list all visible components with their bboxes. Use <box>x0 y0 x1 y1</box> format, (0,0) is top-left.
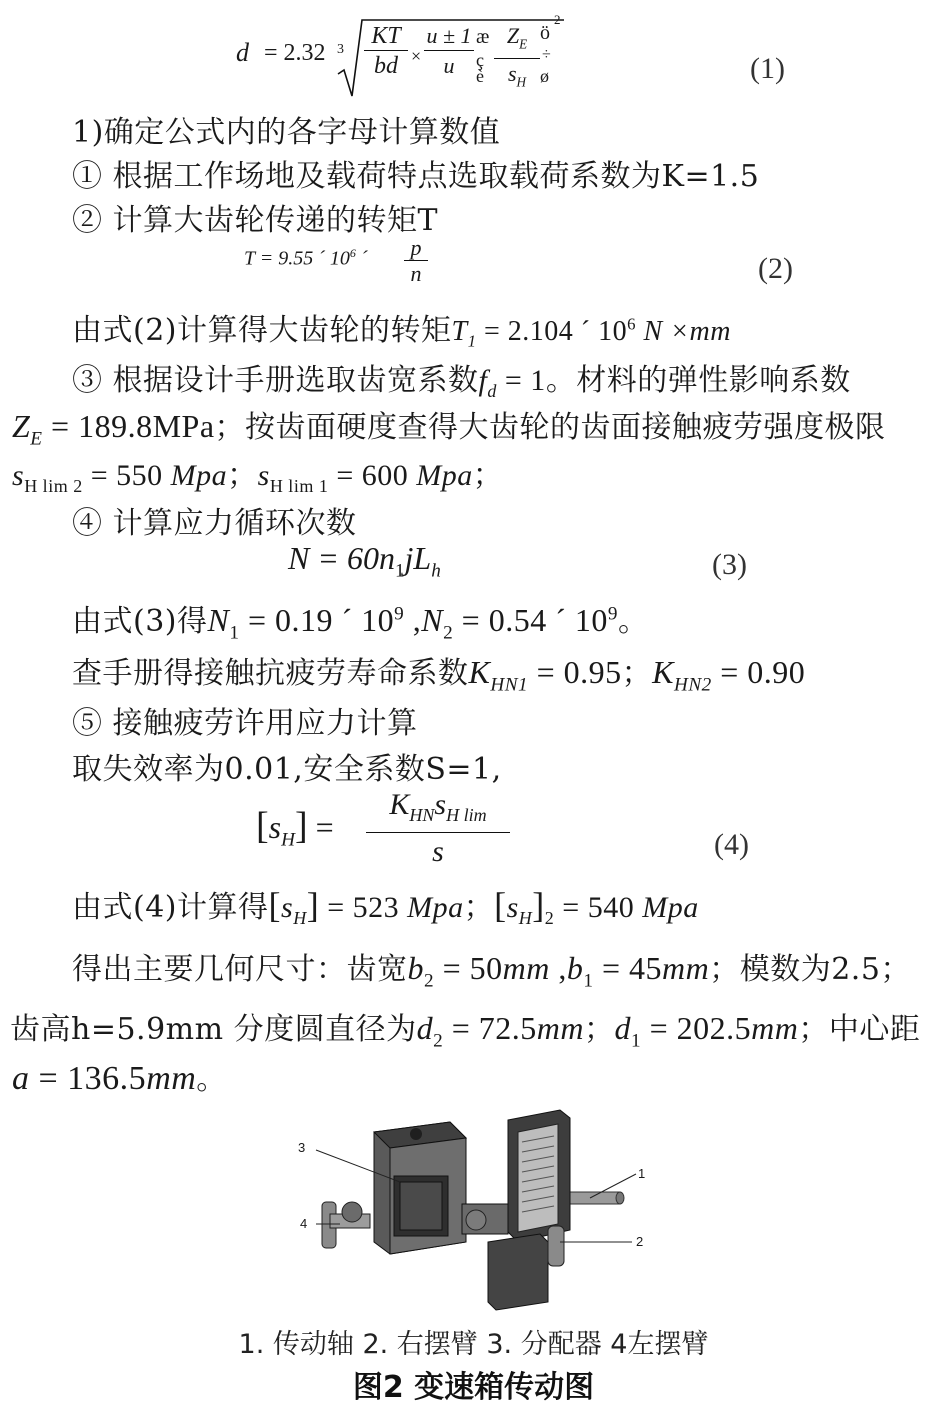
equation-2 <box>244 236 814 292</box>
eq-res-o2: [ <box>494 885 507 925</box>
eq2-text: T = 9.55 ´ 10 <box>244 247 350 270</box>
eq-k-v1: = 0.95 <box>528 654 622 690</box>
eq1-o-bot: ø <box>540 66 549 86</box>
eq4-num-k: K <box>389 788 410 821</box>
eq-n-e2: 9 <box>607 603 618 625</box>
eq4-s: s <box>268 809 282 845</box>
eq-n-v1: = 0.19 ´ 10 <box>239 602 395 638</box>
eq-t1-rhs: = 2.104 ´ 10 <box>476 316 628 347</box>
text-line-11: 查手册得接触抗疲劳寿命系数 <box>72 656 469 691</box>
eq-a-u: mm <box>146 1060 197 1097</box>
text-line-17-suffix: ；中心距 <box>798 1012 921 1047</box>
eq-sh-s2: s <box>257 459 270 492</box>
eq-t1-sub: 1 <box>467 331 477 351</box>
eq-t1-unit: N ×mm <box>635 316 731 347</box>
eq3-text: N = 60 <box>288 540 379 576</box>
eq1-exp: 2 <box>554 12 561 27</box>
text-line-1: 1)确定公式内的各字母计算数值 <box>72 115 501 150</box>
text-line-4: 由式(2)计算得大齿轮的转矩 <box>72 313 452 348</box>
eq-res-sub2: H <box>518 908 533 928</box>
eq-d-u2: mm <box>536 1010 584 1046</box>
eq4-den: s <box>432 835 444 868</box>
eq-t1-exp: 6 <box>627 314 636 334</box>
equation-1 <box>236 12 796 92</box>
eq-ze-rhs: = 189.8MPa <box>42 408 215 444</box>
eq4-open: [ <box>256 805 269 847</box>
eq1-div: ÷ <box>542 46 551 63</box>
eq-b-b1: b <box>566 950 584 986</box>
eq-k-sep: ； <box>621 656 653 691</box>
eq1-frac3-den: s <box>507 61 517 87</box>
callout-2: 2 <box>636 1234 644 1249</box>
eq-sh-u1: Mpa <box>162 459 228 492</box>
eq-n-sep: , <box>404 602 422 638</box>
eq-k-k1-sub: HN1 <box>490 674 529 696</box>
eq-a-sym: a <box>12 1060 30 1097</box>
eq1-number: (1) <box>750 52 785 85</box>
eq-d-u1: mm <box>751 1010 799 1046</box>
eq4-num-k-sub: HN <box>409 805 435 825</box>
eq-n-n2: N <box>421 602 444 638</box>
eq4-eq: = <box>307 809 334 845</box>
eq1-frac1-den: bd <box>374 53 398 79</box>
equation-3 <box>288 540 768 584</box>
text-line-16: 得出主要几何尺寸：齿宽 <box>72 952 408 987</box>
eq3-rest: jL <box>404 540 432 576</box>
eq-d-d2: d <box>416 1010 434 1046</box>
eq1-lhs: d <box>236 38 249 67</box>
eq1-frac2-den: u <box>443 53 455 78</box>
eq-b-u: mm <box>502 950 550 986</box>
eq-k-k1: K <box>468 654 491 690</box>
eq-n-n1: N <box>207 602 230 638</box>
eq1-frac3-num: Z <box>506 23 520 48</box>
eq2-mul: ´ <box>355 247 368 270</box>
eq4-s-sub: H <box>281 829 295 851</box>
eq-b-v2: = 50 <box>434 950 503 986</box>
eq1-c: ç <box>476 50 484 70</box>
eq1-o-top: ö <box>540 22 550 44</box>
eq-t1-lhs: T <box>451 316 468 347</box>
eq-sh-v2: = 600 <box>328 459 409 492</box>
eq-d-d1-sub: 1 <box>630 1030 642 1052</box>
eq1-coef: = 2.32 <box>264 40 326 66</box>
eq-b-b1-sub: 1 <box>583 970 594 992</box>
eq3-rest-sub: h <box>431 560 441 582</box>
text-line-5-suffix: 。材料的弹性影响系数 <box>545 363 851 398</box>
eq-b-b2-sub: 2 <box>424 970 435 992</box>
eq1-frac3-num-sub: E <box>519 36 528 52</box>
callout-4: 4 <box>300 1216 308 1231</box>
eq-res-csub: 2 <box>544 908 555 928</box>
eq-res-s1: s <box>281 891 294 924</box>
eq1-root-index: 3 <box>337 42 344 57</box>
eq-res-sub1: H <box>293 908 307 928</box>
eq1-frac2-num: u ± 1 <box>426 23 472 48</box>
gearbox-drawing-icon <box>290 1092 660 1318</box>
eq-b-u1: mm <box>662 950 710 986</box>
eq-ze-sub: E <box>30 428 43 450</box>
text-line-10: 由式(3)得 <box>72 604 208 639</box>
eq-n-end: 。 <box>617 604 649 639</box>
eq-res-u1: Mpa <box>399 891 464 924</box>
eq-n-n2-sub: 2 <box>443 622 454 644</box>
eq-res-v2: = 540 <box>554 891 635 924</box>
callout-3: 3 <box>298 1140 306 1155</box>
eq-ze-sym: Z <box>12 408 31 444</box>
eq-n-e1: 9 <box>394 603 405 625</box>
eq-sh-sep: ； <box>227 458 258 493</box>
eq-res-s2: s <box>506 891 519 924</box>
eq-d-sep: ； <box>583 1012 615 1047</box>
eq-k-k2: K <box>652 654 674 690</box>
eq-k-v2: = 0.90 <box>711 654 806 690</box>
text-line-15: 由式(4)计算得 <box>72 890 269 925</box>
text-line-2: ① 根据工作场地及载荷特点选取载荷系数为K=1.5 <box>72 159 760 194</box>
eq-sh-s1: s <box>12 459 25 492</box>
text-line-17: 齿高h=5.9mm 分度圆直径为 <box>10 1012 417 1047</box>
eq4-number: (4) <box>714 828 749 861</box>
eq2-den: n <box>410 261 422 286</box>
eq-phi-rhs: = 1 <box>496 364 546 397</box>
eq-res-o1: [ <box>268 885 281 925</box>
eq4-close: ] <box>294 805 308 847</box>
eq4-num-s-sub: H lim <box>446 805 487 825</box>
eq-b-sep: , <box>549 950 567 986</box>
eq-n-v2: = 0.54 ´ 10 <box>453 602 608 638</box>
eq-d-v2: = 72.5 <box>443 1010 537 1046</box>
figure-title: 图2 变速箱传动图 <box>352 1370 595 1405</box>
eq-res-sep: ； <box>463 890 495 925</box>
eq-sh-v1: = 550 <box>82 459 163 492</box>
eq-phi-sub: d <box>487 381 497 401</box>
eq4-num-s: s <box>434 788 447 821</box>
eq2-num: p <box>410 235 422 260</box>
eq-res-c2: ] <box>532 885 545 925</box>
gearbox-figure <box>290 1092 660 1318</box>
text-line-16-suffix: ；模数为2.5； <box>709 952 911 987</box>
eq-b-b2: b <box>407 950 424 986</box>
eq-res-c1: ] <box>306 885 320 925</box>
eq-n-n1-sub: 1 <box>229 622 240 644</box>
eq-d-d1: d <box>614 1010 631 1046</box>
eq1-frac1-num: KT <box>371 23 401 49</box>
callout-1: 1 <box>638 1166 646 1181</box>
eq2-exp: 6 <box>349 246 356 260</box>
eq-res-u2: Mpa <box>634 891 699 924</box>
eq-sh-s1-sub: H lim 2 <box>24 476 83 496</box>
text-line-8: ④ 计算应力循环次数 <box>72 506 357 541</box>
eq-res-v1: = 523 <box>319 891 400 924</box>
eq1-times: × <box>411 46 422 66</box>
eq1-frac3-den-sub: H <box>516 74 527 90</box>
text-line-6: ；按齿面硬度查得大齿轮的齿面接触疲劳强度极限 <box>214 410 886 445</box>
text-line-13: 取失效率为0.01,安全系数S=1, <box>72 752 502 787</box>
eq-phi-sym: f <box>478 364 488 397</box>
eq-d-d2-sub: 2 <box>433 1030 444 1052</box>
eq3-n-sub: 1 <box>394 560 405 582</box>
equation-4 <box>256 788 776 868</box>
eq2-number: (2) <box>758 252 793 285</box>
eq1-e: è <box>476 66 484 86</box>
eq-k-k2-sub: HN2 <box>673 674 712 696</box>
eq-sh-end: ； <box>472 458 504 493</box>
eq-d-v1: = 202.5 <box>641 1010 752 1046</box>
eq-sh-s2-sub: H lim 1 <box>269 476 329 496</box>
eq-a-v: = 136.5 <box>29 1060 147 1097</box>
eq1-ae: æ <box>476 26 490 48</box>
eq3-number: (3) <box>712 548 747 581</box>
figure-legend: 1. 传动轴 2. 右摆臂 3. 分配器 4左摆臂 <box>238 1329 709 1360</box>
eq-sh-u2: Mpa <box>408 459 473 492</box>
text-line-3: ② 计算大齿轮传递的转矩T <box>72 203 439 238</box>
eq-b-v1: = 45 <box>593 950 662 986</box>
eq3-n: n <box>378 540 395 576</box>
text-line-5: ③ 根据设计手册选取齿宽系数 <box>72 363 479 398</box>
text-line-12: ⑤ 接触疲劳许用应力计算 <box>72 706 418 741</box>
eq-a-end: 。 <box>196 1062 227 1097</box>
